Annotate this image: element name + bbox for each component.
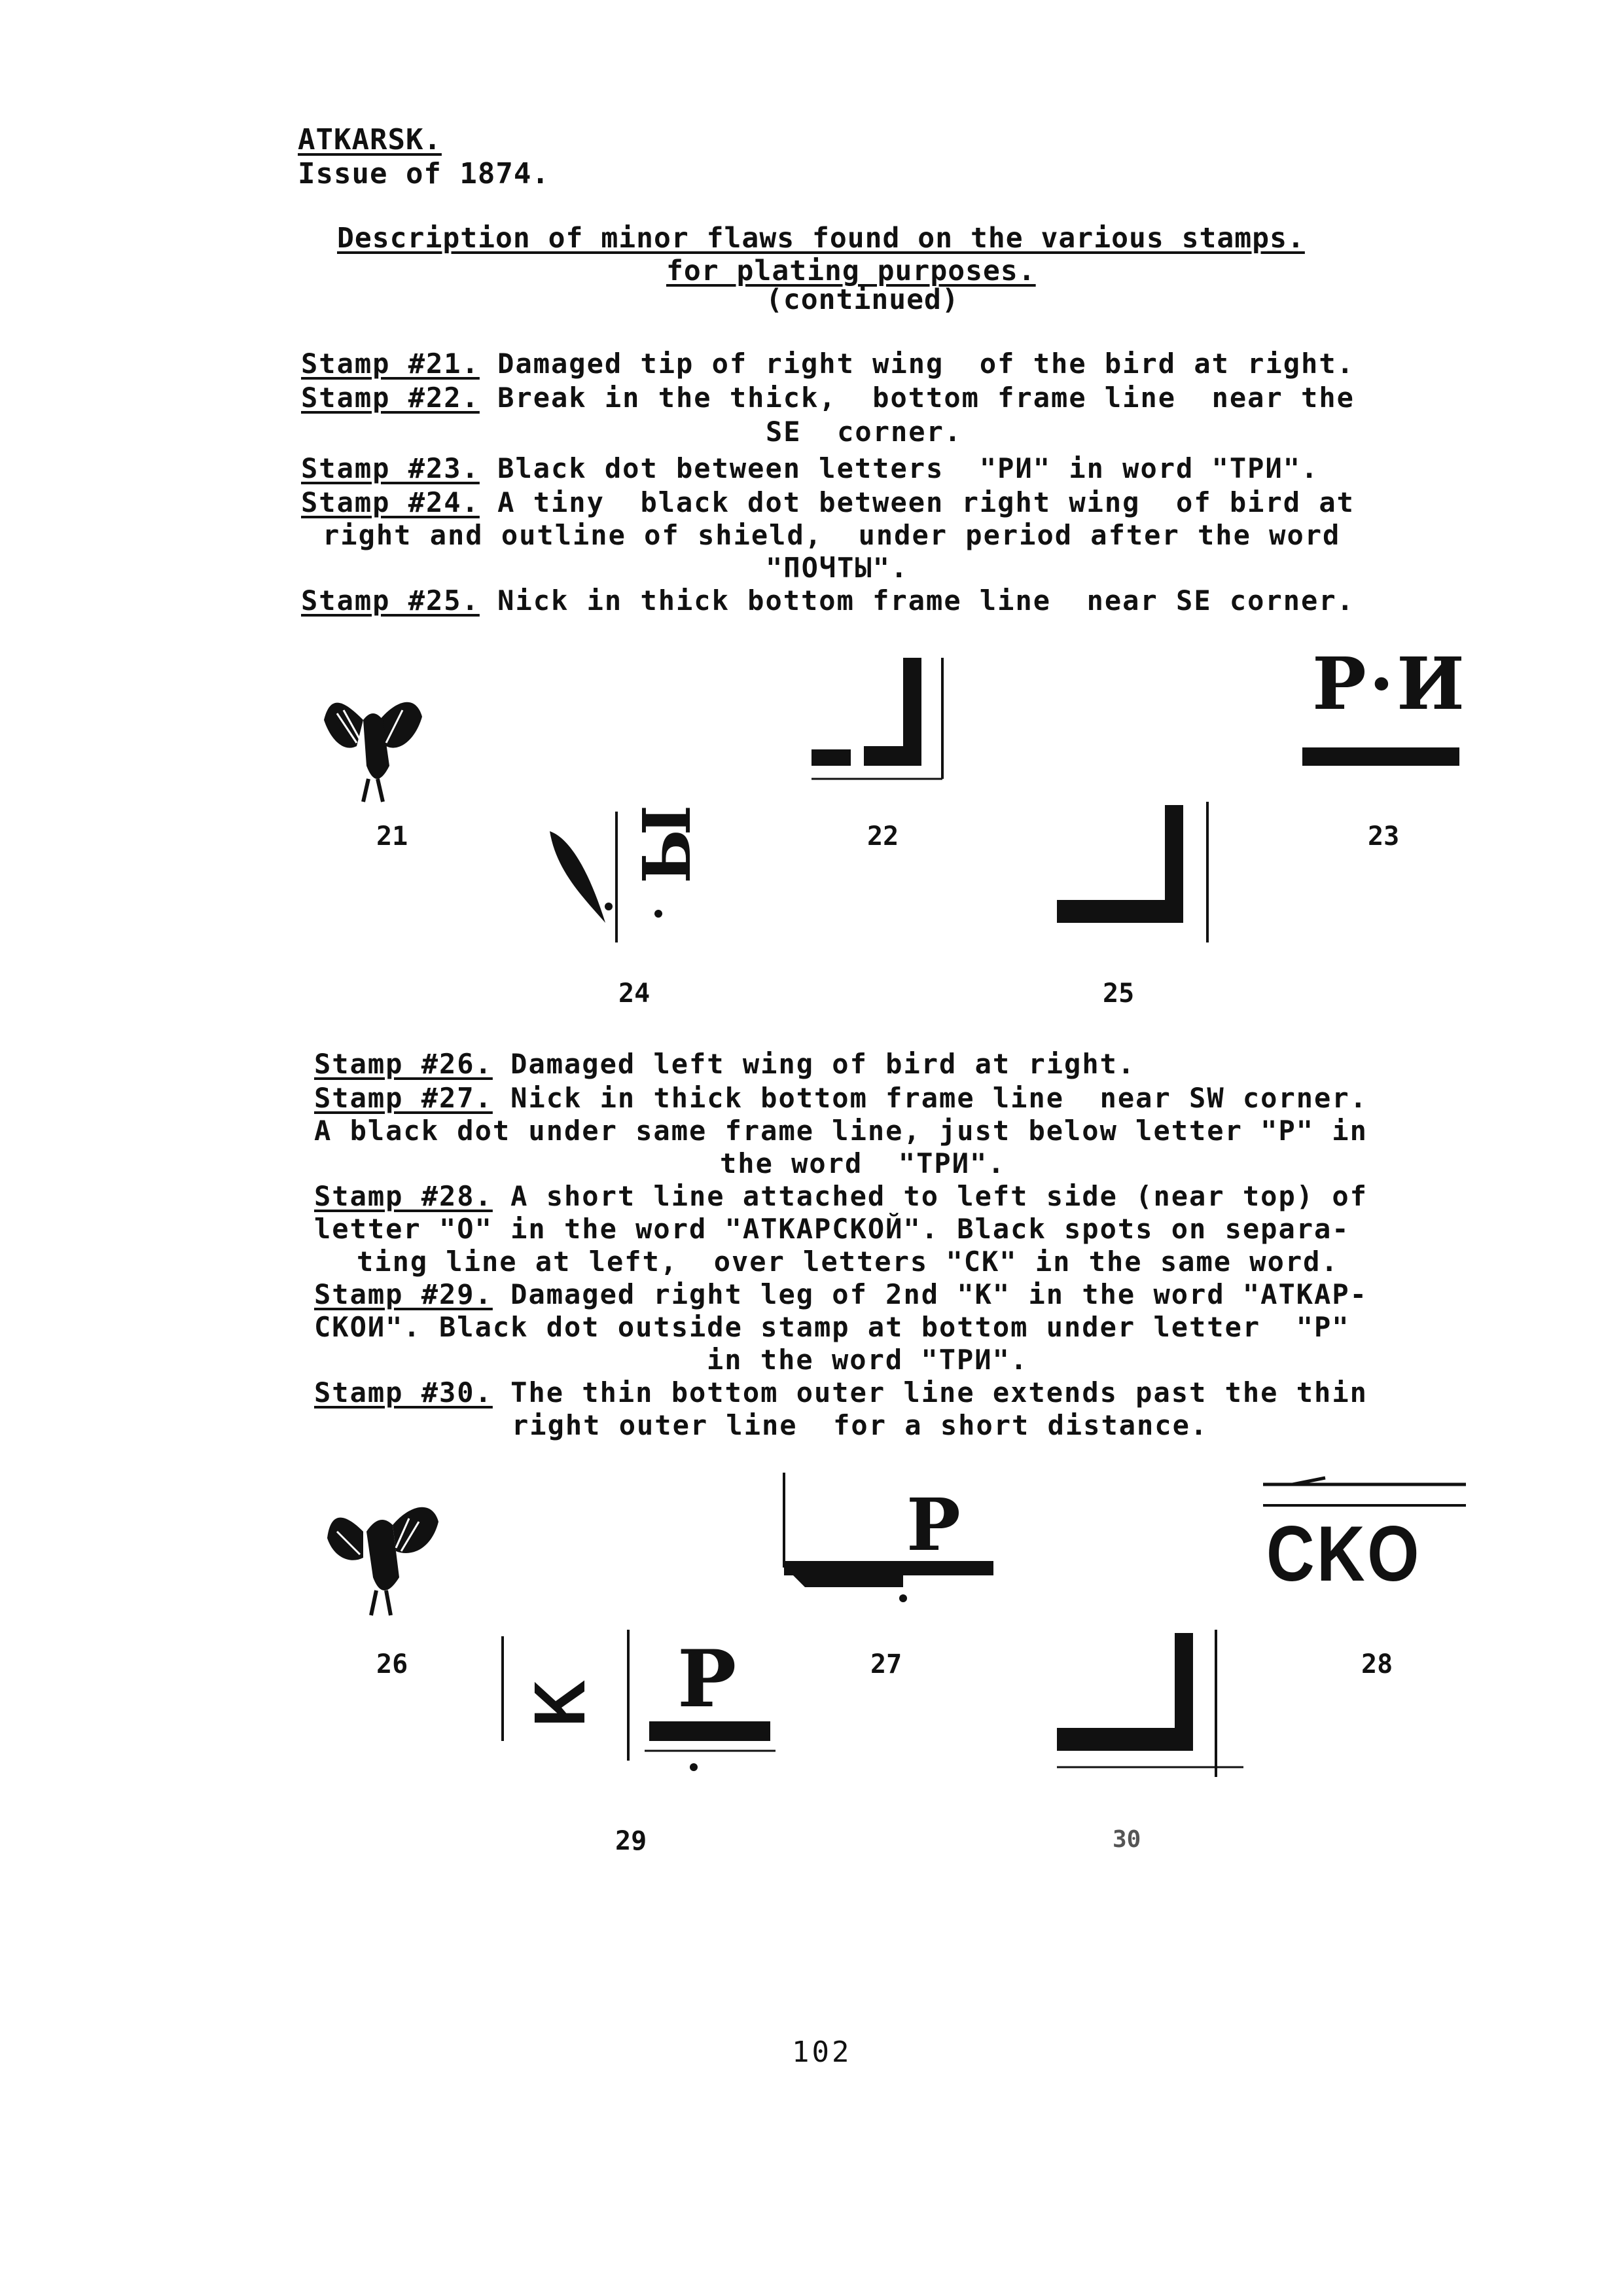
entry-stamp-25: Stamp #25. Nick in thick bottom frame line near SE corner. [301,584,1355,617]
entry-stamp-23: Stamp #23. Black dot between letters "PИ" in word "TPИ". [301,452,1319,484]
letter-p-figure-29: P [677,1633,737,1725]
letters-figure-28: CKO [1266,1510,1421,1598]
figure-number-26: 26 [376,1649,408,1679]
letter-figure-27: P [906,1482,961,1567]
issue-heading: Issue of 1874. [298,157,550,190]
entry-stamp-30: Stamp #30. The thin bottom outer line extends past the thin [314,1376,1368,1408]
entry-stamp-22-cont: SE corner. [766,416,963,448]
letter-k-figure-29: K [519,1679,601,1727]
letter-figure-24: Ы [628,804,705,884]
entry-stamp-29: Stamp #29. Damaged right leg of 2nd "K" in the word "ATKAP- [314,1278,1368,1310]
page-number: 102 [792,2036,852,2069]
dot-figure-24 [654,910,662,918]
bird-figure-21 [317,681,429,805]
frame-figure-25 [1054,802,1217,946]
frame-bar-23 [1302,747,1459,766]
figure-number-25: 25 [1103,978,1135,1009]
entry-stamp-27-cont2: the word "TPИ". [720,1147,1006,1179]
figure-number-21: 21 [376,821,408,852]
page-subtitle: for plating purposes. [666,255,1036,287]
entry-stamp-28-cont1: letter "O" in the word "ATKAPCKOЙ". Black spots on separa- [314,1213,1350,1245]
entry-stamp-28: Stamp #28. A short line attached to left side (near top) of [314,1180,1368,1212]
entry-stamp-27-cont1: A black dot under same frame line, just below letter "P" in [314,1115,1368,1147]
entry-stamp-29-cont1: CKOИ". Black dot outside stamp at bottom under letter "P" [314,1311,1350,1343]
figure-number-24: 24 [618,978,651,1009]
figure-number-29: 29 [615,1826,647,1856]
page-title: Description of minor flaws found on the various stamps. [337,222,1305,255]
entry-stamp-27: Stamp #27. Nick in thick bottom frame line near SW corner. [314,1082,1368,1114]
entry-stamp-24: Stamp #24. A tiny black dot between right wing of bird at [301,486,1355,518]
entry-stamp-21: Stamp #21. Damaged tip of right wing of the bird at right. [301,348,1355,380]
figure-number-23: 23 [1368,821,1400,852]
frame-figure-27 [779,1473,1001,1610]
entry-stamp-26: Stamp #26. Damaged left wing of bird at right. [314,1048,1136,1080]
figure-number-28: 28 [1361,1649,1393,1679]
lines-figure-28 [1257,1473,1466,1512]
entry-stamp-28-cont2: ting line at left, over letters "CK" in the same word. [357,1246,1339,1278]
figure-number-27: 27 [870,1649,902,1679]
bird-figure-26 [324,1486,442,1617]
entry-stamp-22: Stamp #22. Break in the thick, bottom frame line near the [301,382,1355,414]
figure-number-30: 30 [1113,1826,1141,1853]
town-heading [298,123,442,157]
wing-figure-24 [543,812,622,942]
continued-note: (continued) [766,283,959,316]
entry-stamp-30-cont: right outer line for a short distance. [512,1409,1209,1441]
entry-stamp-24-cont1: right and outline of shield, under period after the word [323,519,1341,551]
frame-figure-22 [812,655,962,785]
town-name: ATKARSK. [298,123,442,156]
frame-figure-30 [1054,1630,1250,1780]
letters-figure-23: Р·И [1312,641,1467,726]
figure-number-22: 22 [867,821,899,852]
entry-stamp-24-cont2: "ПОЧТЫ". [766,552,909,584]
entry-stamp-29-cont2: in the word "TPИ". [707,1344,1029,1376]
